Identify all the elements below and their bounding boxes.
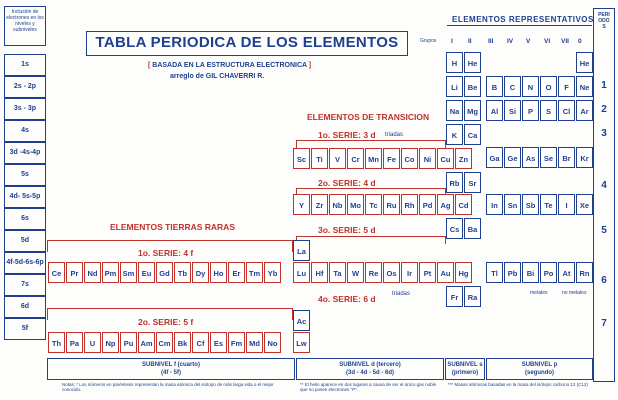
- element-Bi: [522, 262, 539, 283]
- element-O: [540, 76, 557, 97]
- subnivel-s: [445, 358, 485, 380]
- element-Ru: [383, 194, 400, 215]
- element-Ca: [464, 124, 481, 145]
- element-S: [540, 100, 557, 121]
- element-symbol: Md: [249, 339, 260, 348]
- element-symbol: At: [562, 269, 571, 278]
- element-Yb: [264, 262, 281, 283]
- periods-label: PERIODOS: [598, 12, 610, 30]
- note-3: *** Masas atómicas basadas en la masa del isótopo carbono 12 (C12): [448, 382, 588, 387]
- bracket-5f: [47, 308, 293, 320]
- element-symbol: Cm: [158, 339, 171, 348]
- element-symbol: Pt: [423, 269, 432, 278]
- element-Na: [446, 100, 463, 121]
- metales-label: metales: [530, 290, 548, 296]
- element-symbol: No: [267, 339, 278, 348]
- element-Cm: [156, 332, 173, 353]
- element-He: [464, 52, 481, 73]
- element-Tm: [246, 262, 263, 283]
- element-K: [446, 124, 463, 145]
- level-12: 5f: [4, 318, 46, 340]
- element-symbol: Re: [368, 269, 379, 278]
- element-symbol: Cf: [196, 339, 205, 348]
- element-symbol: Mo: [350, 201, 361, 210]
- element-symbol: Ge: [507, 154, 518, 163]
- level-0: 1s: [4, 54, 46, 76]
- element-symbol: He: [467, 59, 478, 68]
- element-W: [347, 262, 364, 283]
- subnivel-d-title: SUBNIVEL d (tercero): [339, 362, 401, 368]
- element-symbol: Ne: [579, 83, 590, 92]
- element-symbol: Zr: [315, 201, 324, 210]
- element-symbol: Y: [298, 201, 304, 210]
- element-Pt: [419, 262, 436, 283]
- element-Re: [365, 262, 382, 283]
- element-symbol: Po: [543, 269, 554, 278]
- subnivel-p: [486, 358, 593, 380]
- subnivel-f: [47, 358, 295, 380]
- element-symbol: Ta: [333, 269, 342, 278]
- element-symbol: Th: [51, 339, 62, 348]
- element-As: [522, 147, 539, 168]
- element-symbol: Ru: [386, 201, 397, 210]
- element-symbol: Dy: [195, 269, 206, 278]
- element-symbol: Ca: [467, 131, 478, 140]
- element-Pb: [504, 262, 521, 283]
- element-symbol: Al: [490, 107, 499, 116]
- element-Nb: [329, 194, 346, 215]
- element-Te: [540, 194, 557, 215]
- element-symbol: Pb: [507, 269, 518, 278]
- element-Th: [48, 332, 65, 353]
- level-11: 6d: [4, 296, 46, 318]
- element-symbol: U: [89, 339, 96, 348]
- period-7: 7: [601, 318, 607, 329]
- serie-4f: 1o. SERIE: 4 f: [138, 248, 194, 258]
- element-I: [558, 194, 575, 215]
- element-symbol: Rh: [404, 201, 415, 210]
- element-Cu: [437, 148, 454, 169]
- element-symbol: Yb: [267, 269, 278, 278]
- element-Br: [558, 147, 575, 168]
- subtitle-wrap: [ BASADA EN LA ESTRUCTURA ELECTRONICA ]: [148, 62, 312, 69]
- representativos-rule: [447, 25, 592, 26]
- element-Xe: [576, 194, 593, 215]
- element-Y: [293, 194, 310, 215]
- element-symbol: Pd: [422, 201, 433, 210]
- group-4: V: [526, 38, 531, 45]
- element-symbol: Mg: [467, 107, 478, 116]
- element-Mg: [464, 100, 481, 121]
- element-symbol: Cs: [449, 225, 460, 234]
- element-symbol: Sn: [507, 201, 518, 210]
- element-Pu: [120, 332, 137, 353]
- element-symbol: Ni: [423, 155, 432, 164]
- element-symbol: Tc: [369, 201, 378, 210]
- element-symbol: V: [334, 155, 340, 164]
- element-symbol: Cr: [351, 155, 360, 164]
- element-symbol: Zn: [458, 155, 469, 164]
- element-symbol: W: [351, 269, 360, 278]
- element-symbol: Pm: [104, 269, 117, 278]
- element-Es: [210, 332, 227, 353]
- element-Sn: [504, 194, 521, 215]
- period-3: 3: [601, 128, 607, 139]
- element-Lw: [293, 332, 310, 353]
- group-2: III: [488, 38, 494, 45]
- group-5: VI: [544, 38, 551, 45]
- element-Am: [138, 332, 155, 353]
- element-Sb: [522, 194, 539, 215]
- period-5: 5: [601, 225, 607, 236]
- element-Ho: [210, 262, 227, 283]
- element-Mo: [347, 194, 364, 215]
- element-P: [522, 100, 539, 121]
- group-3: IV: [507, 38, 514, 45]
- element-Ar: [576, 100, 593, 121]
- element-symbol: Cd: [458, 201, 469, 210]
- element-Cf: [192, 332, 209, 353]
- note-2: ** El helio aparece en dos lugares a causa de ser el único gas noble que no posee electrones "P".: [300, 382, 437, 392]
- element-Ne: [576, 76, 593, 97]
- representativos-title: ELEMENTOS REPRESENTATIVOS: [452, 15, 594, 24]
- element-Hf: [311, 262, 328, 283]
- element-V: [329, 148, 346, 169]
- element-Ni: [419, 148, 436, 169]
- level-1: 2s - 2p: [4, 76, 46, 98]
- element-symbol: Na: [449, 107, 460, 116]
- element-Cl: [558, 100, 575, 121]
- element-symbol: As: [525, 154, 536, 163]
- bracket-4f: [47, 240, 293, 252]
- element-symbol: Te: [544, 201, 553, 210]
- element-Gd: [156, 262, 173, 283]
- bracket-3d: [296, 140, 446, 148]
- element-Co: [401, 148, 418, 169]
- element-symbol: Hg: [458, 269, 469, 278]
- subnivel-f-range: (4f - 5f): [161, 370, 181, 376]
- level-5: 5s: [4, 164, 46, 186]
- serie-5d: 3o. SERIE: 5 d: [318, 225, 376, 235]
- element-symbol: Fe: [387, 155, 396, 164]
- period-1: 1: [601, 80, 607, 91]
- serie-5f: 2o. SERIE: 5 f: [138, 317, 194, 327]
- no-metales-label: no metales: [562, 290, 587, 296]
- element-symbol: Mn: [368, 155, 379, 164]
- subnivel-s-range: (primero): [451, 370, 479, 376]
- element-symbol: Tm: [248, 269, 261, 278]
- element-symbol: Sm: [122, 269, 135, 278]
- element-Rn: [576, 262, 593, 283]
- element-Be: [464, 76, 481, 97]
- element-symbol: Tl: [491, 269, 498, 278]
- element-Rb: [446, 172, 463, 193]
- group-1: II: [468, 38, 472, 45]
- element-symbol: Se: [543, 154, 554, 163]
- element-symbol: Gd: [159, 269, 170, 278]
- element-Fe: [383, 148, 400, 169]
- element-symbol: Lw: [296, 339, 307, 348]
- element-Ta: [329, 262, 346, 283]
- level-3: 4s: [4, 120, 46, 142]
- period-4: 4: [601, 180, 607, 191]
- element-Ba: [464, 218, 481, 239]
- element-symbol: Tb: [177, 269, 188, 278]
- serie-3d: 1o. SERIE: 3 d: [318, 130, 376, 140]
- element-symbol: Np: [105, 339, 116, 348]
- element-Ir: [401, 262, 418, 283]
- element-symbol: P: [527, 107, 533, 116]
- element-Tb: [174, 262, 191, 283]
- element-symbol: Li: [451, 83, 458, 92]
- element-symbol: Fr: [450, 293, 459, 302]
- element-symbol: Ba: [467, 225, 478, 234]
- element-Fm: [228, 332, 245, 353]
- author: arreglo de GIL CHAVERRI R.: [170, 73, 265, 80]
- element-symbol: S: [545, 107, 551, 116]
- element-Nd: [84, 262, 101, 283]
- element-Md: [246, 332, 263, 353]
- group-6: VII: [561, 38, 569, 45]
- element-symbol: Lu: [296, 269, 307, 278]
- element-symbol: Be: [467, 83, 478, 92]
- tierras-raras-title: ELEMENTOS TIERRAS RARAS: [110, 222, 235, 232]
- element-Rh: [401, 194, 418, 215]
- element-Zr: [311, 194, 328, 215]
- element-Li: [446, 76, 463, 97]
- serie-6d: 4o. SERIE: 6 d: [318, 294, 376, 304]
- element-Kr: [576, 147, 593, 168]
- element-In: [486, 194, 503, 215]
- element-symbol: Sc: [296, 155, 307, 164]
- element-symbol: F: [564, 83, 569, 92]
- element-symbol: Ar: [580, 107, 589, 116]
- element-Ga: [486, 147, 503, 168]
- element-C: [504, 76, 521, 97]
- level-4: 3d -4s-4p: [4, 142, 46, 164]
- element-Po: [540, 262, 557, 283]
- element-Hg: [455, 262, 472, 283]
- grupos-label: Grupos: [420, 38, 437, 44]
- element-symbol: He: [579, 59, 590, 68]
- element-symbol: C: [509, 83, 516, 92]
- element-He: [576, 52, 593, 73]
- element-symbol: Rn: [579, 269, 590, 278]
- subtitle: BASADA EN LA ESTRUCTURA ELECTRONICA: [152, 62, 307, 69]
- element-symbol: Br: [562, 154, 571, 163]
- element-Se: [540, 147, 557, 168]
- element-symbol: Er: [232, 269, 241, 278]
- element-Sr: [464, 172, 481, 193]
- element-symbol: Sr: [468, 179, 477, 188]
- element-symbol: Eu: [141, 269, 152, 278]
- element-symbol: Bi: [526, 269, 535, 278]
- element-symbol: Si: [508, 107, 517, 116]
- element-symbol: Nd: [87, 269, 98, 278]
- element-symbol: Cl: [562, 107, 571, 116]
- element-symbol: O: [545, 83, 552, 92]
- element-symbol: Pr: [70, 269, 79, 278]
- element-symbol: Hf: [315, 269, 324, 278]
- element-Mn: [365, 148, 382, 169]
- element-symbol: Ga: [489, 154, 500, 163]
- element-symbol: La: [297, 247, 306, 256]
- element-Sc: [293, 148, 310, 169]
- element-symbol: Os: [386, 269, 397, 278]
- element-symbol: Rb: [449, 179, 460, 188]
- level-6: 4d- 5s-5p: [4, 186, 46, 208]
- subnivel-f-title: SUBNIVEL f (cuarto): [142, 362, 200, 368]
- element-symbol: B: [491, 83, 498, 92]
- element-symbol: Ce: [51, 269, 62, 278]
- element-Fr: [446, 286, 463, 307]
- element-Cr: [347, 148, 364, 169]
- element-La: [293, 240, 310, 261]
- bracket-5d: [296, 236, 446, 244]
- note-1: Notas: * Los números en paréntesis representan la masa atómica del isótopo de más larga vida o el mejor conocido.: [62, 382, 274, 392]
- element-symbol: Bk: [177, 339, 188, 348]
- element-symbol: Nb: [332, 201, 343, 210]
- element-Pr: [66, 262, 83, 283]
- element-Pm: [102, 262, 119, 283]
- level-9: 4f-5d-6s-6p: [4, 252, 46, 274]
- levels-header: Inclusión de electrones en los niveles y subniveles: [4, 6, 46, 46]
- subnivel-p-range: (segundo): [525, 370, 554, 376]
- element-Ce: [48, 262, 65, 283]
- element-symbol: Ag: [440, 201, 451, 210]
- element-symbol: Pu: [123, 339, 134, 348]
- element-symbol: N: [527, 83, 534, 92]
- subnivel-p-title: SUBNIVEL p: [521, 362, 558, 368]
- triadas-1: triadas: [385, 132, 404, 138]
- element-Pd: [419, 194, 436, 215]
- element-U: [84, 332, 101, 353]
- element-Os: [383, 262, 400, 283]
- element-H: [446, 52, 463, 73]
- element-Zn: [455, 148, 472, 169]
- element-Eu: [138, 262, 155, 283]
- element-symbol: Co: [404, 155, 415, 164]
- element-symbol: I: [565, 201, 568, 210]
- element-symbol: Au: [440, 269, 451, 278]
- element-Pa: [66, 332, 83, 353]
- element-symbol: Es: [213, 339, 224, 348]
- element-Sm: [120, 262, 137, 283]
- element-symbol: Ti: [316, 155, 323, 164]
- element-symbol: Ra: [467, 293, 478, 302]
- level-8: 5d: [4, 230, 46, 252]
- element-Tc: [365, 194, 382, 215]
- level-10: 7s: [4, 274, 46, 296]
- element-symbol: Sb: [525, 201, 536, 210]
- element-symbol: K: [451, 131, 458, 140]
- group-7: 0: [578, 38, 582, 45]
- element-Ac: [293, 310, 310, 331]
- element-symbol: Xe: [579, 201, 590, 210]
- triadas-2: triadas: [392, 291, 411, 297]
- element-symbol: H: [451, 59, 458, 68]
- element-Si: [504, 100, 521, 121]
- group-0: I: [451, 38, 453, 45]
- subnivel-s-title: SUBNIVEL s: [447, 362, 483, 368]
- element-At: [558, 262, 575, 283]
- element-Tl: [486, 262, 503, 283]
- element-symbol: Ac: [296, 317, 307, 326]
- element-N: [522, 76, 539, 97]
- subnivel-d-range: (3d - 4d - 5d - 6d): [346, 370, 394, 376]
- element-Lu: [293, 262, 310, 283]
- element-No: [264, 332, 281, 353]
- element-Bk: [174, 332, 191, 353]
- element-Au: [437, 262, 454, 283]
- serie-4d: 2o. SERIE: 4 d: [318, 178, 376, 188]
- subnivel-d: [296, 358, 444, 380]
- element-symbol: Kr: [580, 154, 589, 163]
- element-Al: [486, 100, 503, 121]
- level-7: 6s: [4, 208, 46, 230]
- element-F: [558, 76, 575, 97]
- element-symbol: Am: [140, 339, 153, 348]
- element-Er: [228, 262, 245, 283]
- period-6: 6: [601, 275, 607, 286]
- period-2: 2: [601, 104, 607, 115]
- element-symbol: Fm: [230, 339, 243, 348]
- element-Ti: [311, 148, 328, 169]
- element-Ag: [437, 194, 454, 215]
- element-Cd: [455, 194, 472, 215]
- element-Np: [102, 332, 119, 353]
- level-2: 3s - 3p: [4, 98, 46, 120]
- element-symbol: Ho: [213, 269, 224, 278]
- levels-column: [4, 6, 46, 382]
- element-Cs: [446, 218, 463, 239]
- element-Ra: [464, 286, 481, 307]
- element-Ge: [504, 147, 521, 168]
- element-symbol: In: [491, 201, 498, 210]
- element-B: [486, 76, 503, 97]
- element-symbol: Cu: [440, 155, 451, 164]
- transicion-title: ELEMENTOS DE TRANSICION: [307, 112, 430, 122]
- page-title: TABLA PERIODICA DE LOS ELEMENTOS: [86, 31, 408, 56]
- element-symbol: Ir: [406, 269, 412, 278]
- element-Dy: [192, 262, 209, 283]
- element-symbol: Pa: [69, 339, 80, 348]
